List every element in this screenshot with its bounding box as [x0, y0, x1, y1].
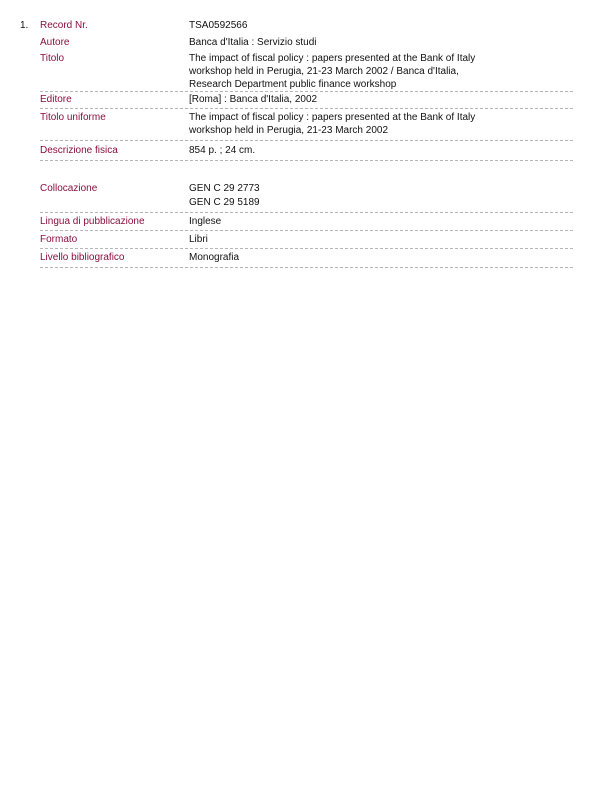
- field-label: Lingua di pubblicazione: [40, 216, 145, 227]
- value-line: The impact of fiscal policy : papers presented at the Bank of Italy: [189, 112, 476, 123]
- field-value: [189, 19, 519, 32]
- value-line: [Roma] : Banca d'Italia, 2002: [189, 94, 318, 105]
- field-label: Autore: [40, 37, 70, 48]
- row-divider: [40, 91, 573, 92]
- field-value: [189, 36, 519, 49]
- value-line: Research Department public finance workshop: [189, 79, 397, 90]
- value-line: GEN C 29 2773: [189, 183, 260, 194]
- value-line: 854 p. ; 24 cm.: [189, 145, 256, 156]
- field-label: Editore: [40, 94, 72, 105]
- row-divider: [40, 108, 573, 109]
- value-line: The impact of fiscal policy : papers presented at the Bank of Italy: [189, 53, 476, 64]
- value-line: GEN C 29 5189: [189, 197, 260, 208]
- value-line: Inglese: [189, 216, 222, 227]
- row-divider: [40, 160, 573, 161]
- field-label: Record Nr.: [40, 20, 88, 31]
- field-value: [189, 215, 519, 228]
- field-value: [189, 182, 519, 209]
- field-label: Collocazione: [40, 183, 98, 194]
- row-divider: [40, 248, 573, 249]
- field-value: [189, 93, 519, 106]
- field-label: Livello bibliografico: [40, 252, 125, 263]
- field-value: [189, 233, 519, 246]
- value-line: workshop held in Perugia, 21-23 March 2002 / Banca d'Italia,: [189, 66, 459, 77]
- field-label: Titolo: [40, 53, 65, 64]
- value-line: TSA0592566: [189, 20, 248, 31]
- field-value: [189, 52, 519, 91]
- field-value: [189, 144, 519, 157]
- field-label: Formato: [40, 234, 78, 245]
- field-label: Titolo uniforme: [40, 112, 106, 123]
- value-line: Libri: [189, 234, 208, 245]
- row-divider: [40, 212, 573, 213]
- value-line: workshop held in Perugia, 21-23 March 2002: [189, 125, 389, 136]
- value-line: Monografia: [189, 252, 240, 263]
- row-divider: [40, 140, 573, 141]
- field-value: [189, 111, 519, 137]
- record-index: 1.: [20, 20, 29, 31]
- row-divider: [40, 267, 573, 268]
- value-line: Banca d'Italia : Servizio studi: [189, 37, 317, 48]
- field-label: Descrizione fisica: [40, 145, 118, 156]
- field-value: [189, 251, 519, 264]
- row-divider: [40, 230, 573, 231]
